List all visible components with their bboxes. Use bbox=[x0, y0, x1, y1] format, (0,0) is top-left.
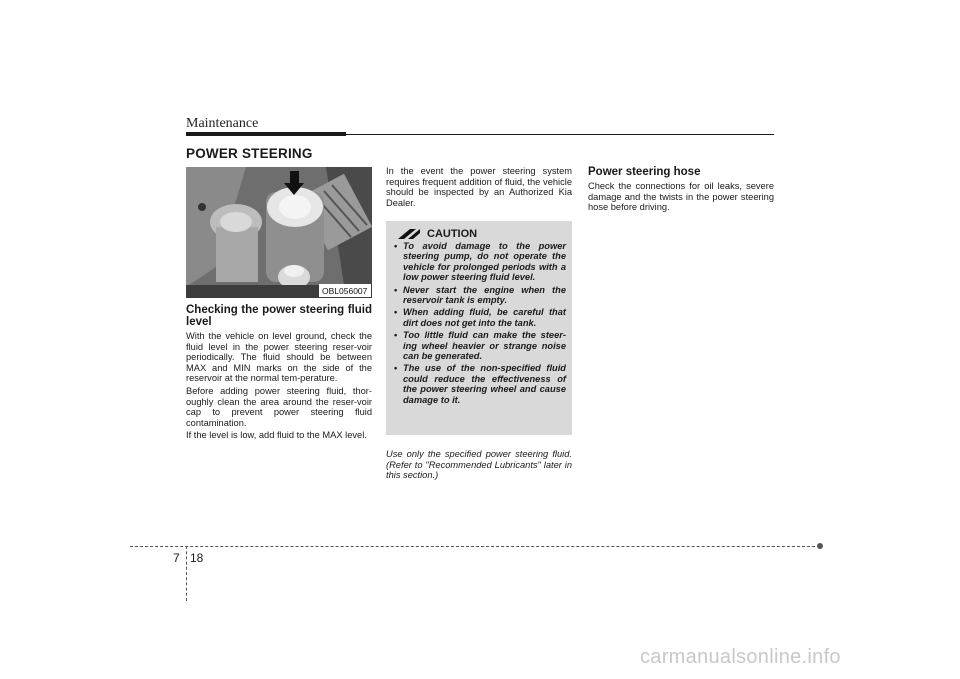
section-label: Maintenance bbox=[186, 116, 259, 131]
figure-code: OBL056007 bbox=[322, 286, 368, 296]
footer-rule bbox=[130, 546, 820, 547]
list-item: • To avoid damage to the power steering pump, do not operate the vehicle for prolonged periods with a low power steering fluid level. bbox=[392, 241, 566, 283]
caution-list bbox=[392, 241, 566, 407]
pencil-icon bbox=[396, 228, 422, 240]
header-rule-thin bbox=[346, 134, 774, 135]
footer-dot bbox=[817, 543, 823, 549]
paragraph: Before adding power steering fluid, thor-oughly clean the area around the reser-voir cap to prevent power steering fluid contamination. bbox=[186, 385, 372, 428]
reservoir-photo bbox=[186, 167, 372, 298]
list-item: • Too little fluid can make the steer-ing wheel heavier or strange noise can be generated. bbox=[392, 330, 566, 361]
footer-divider bbox=[186, 546, 187, 601]
caution-box bbox=[386, 221, 572, 435]
hose-heading: Power steering hose bbox=[588, 166, 701, 178]
section-number: 7 bbox=[173, 551, 180, 565]
page-number: 18 bbox=[190, 551, 204, 565]
paragraph: Check the connections for oil leaks, severe damage and the twists in the power steering hose before driving. bbox=[588, 181, 774, 213]
list-item: • Never start the engine when the reservoir tank is empty. bbox=[392, 285, 566, 306]
caution-title: CAUTION bbox=[427, 228, 478, 240]
fluid-note: Use only the specified power steering fluid. (Refer to "Recommended Lubricants" later in this section.) bbox=[386, 449, 572, 481]
header-rule-thick bbox=[186, 132, 346, 136]
watermark-text: carmanualsonline.info bbox=[640, 646, 841, 668]
right-column bbox=[588, 166, 774, 215]
middle-intro: In the event the power steering system requires frequent addition of fluid, the vehicle should be inspected by an Authorized Kia Dealer. bbox=[386, 166, 572, 208]
list-item: • When adding fluid, be careful that dirt does not get into the tank. bbox=[392, 307, 566, 328]
paragraph: If the level is low, add fluid to the MAX level. bbox=[186, 430, 367, 441]
left-column bbox=[186, 304, 372, 443]
fluid-level-heading: Checking the power steering fluid level bbox=[186, 304, 372, 328]
list-item: • The use of the non-specified fluid could reduce the effectiveness of the power steering wheel and cause damage to it. bbox=[392, 363, 566, 405]
paragraph: With the vehicle on level ground, check the fluid level in the power steering reser-voir periodically. The fluid should be between MAX and MIN marks on the side of the reservoir at the normal tem-perature. bbox=[186, 331, 372, 384]
page-title: POWER STEERING bbox=[186, 146, 313, 161]
